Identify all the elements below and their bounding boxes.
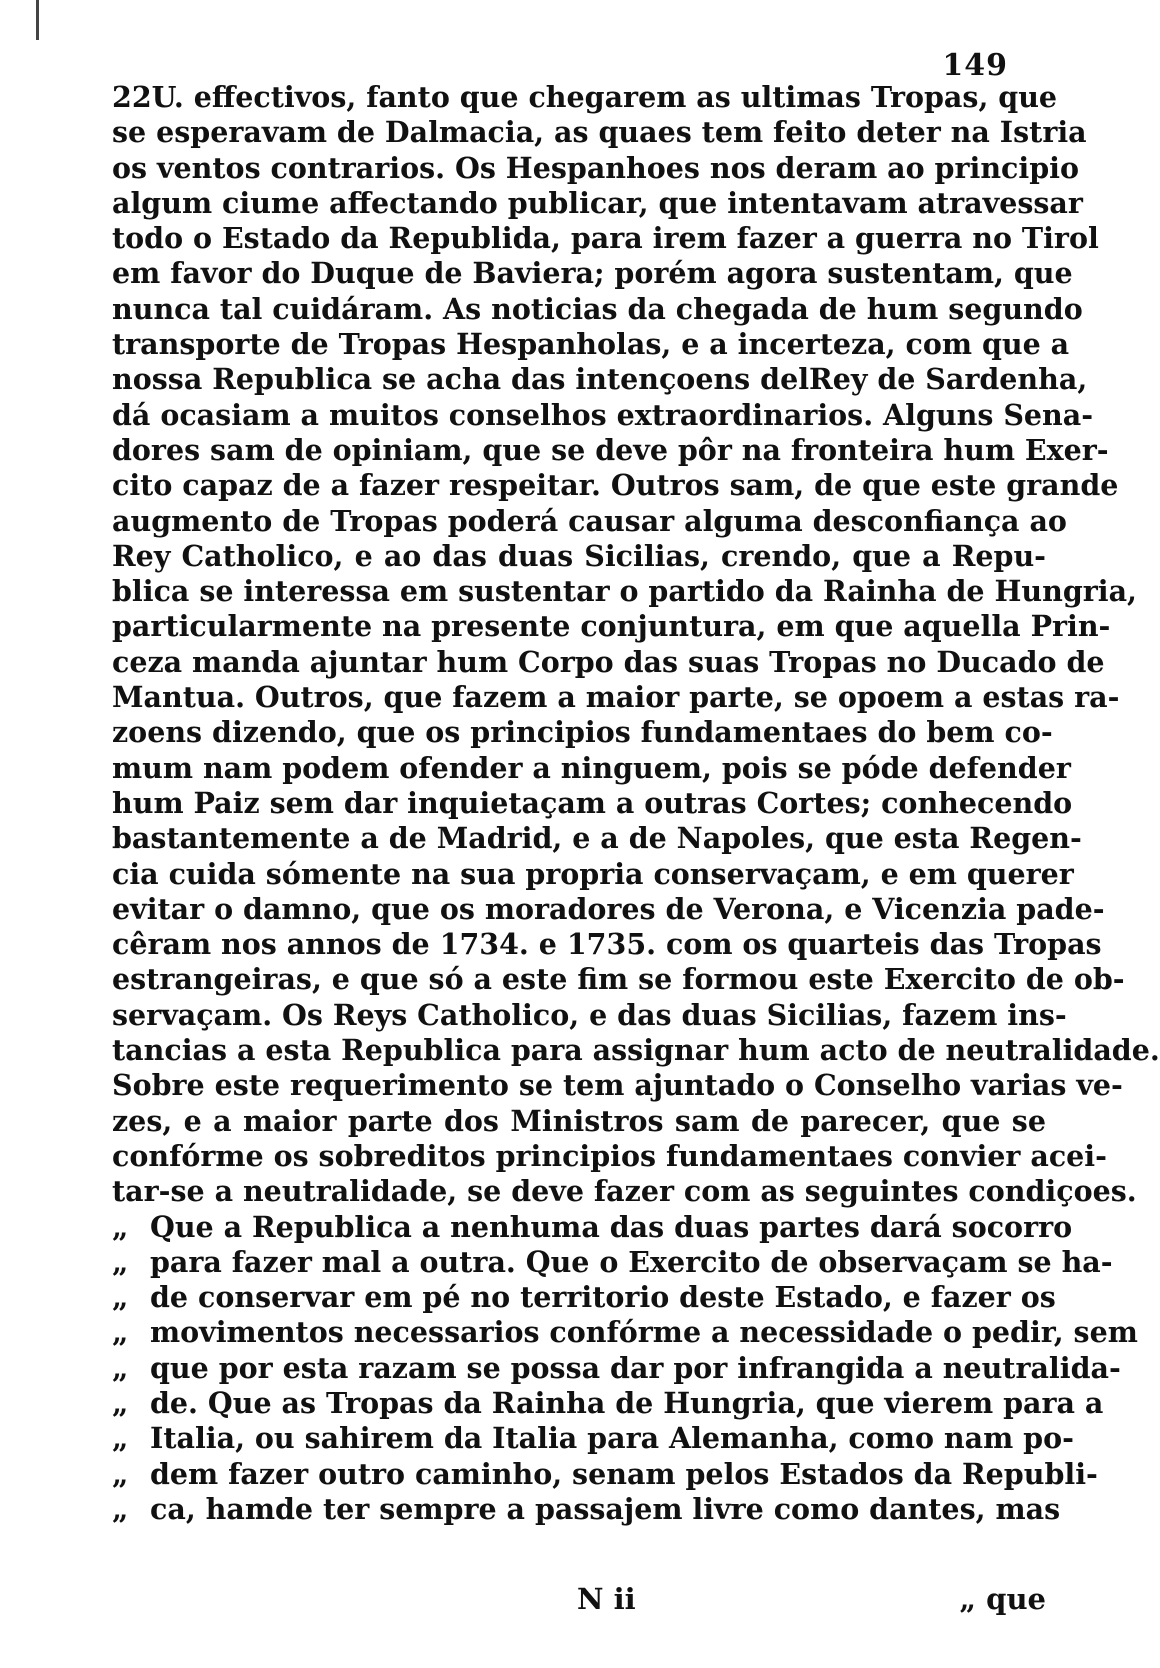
line-text: algum ciume affectando publicar, que intentavam atravessar xyxy=(112,185,1083,220)
quoted-line-text: dem fazer outro caminho, senam pelos Estados da Republi- xyxy=(150,1456,1098,1491)
line-text: evitar o damno, que os moradores de Verona, e Vicenzia pade- xyxy=(112,891,1105,926)
text-line xyxy=(112,1104,1046,1139)
text-line xyxy=(112,750,1071,786)
quoted-line-text: para fazer mal a outra. Que o Exercito de observaçam se ha- xyxy=(150,1244,1113,1279)
quoted-line-text: de. Que as Tropas da Rainha de Hungria, que vierem para a xyxy=(150,1385,1104,1420)
line-text: augmento de Tropas poderá causar alguma desconfiança ao xyxy=(112,503,1067,538)
quoted-line-text: de conservar em pé no territorio deste Estado, e fazer os xyxy=(150,1280,1056,1315)
text-line xyxy=(112,1174,1137,1209)
catchword: „ que xyxy=(959,1582,1046,1616)
line-text: dá ocasiam a muitos conselhos extraordinarios. Alguns Sena- xyxy=(112,397,1094,432)
text-line xyxy=(112,1033,1160,1068)
quotation-mark: „ xyxy=(112,1456,129,1491)
line-text: dores sam de opiniam, que se deve pôr na fronteira hum Exer- xyxy=(112,432,1109,467)
text-line xyxy=(112,468,1119,503)
line-text: transporte de Tropas Hespanholas, e a incerteza, com que a xyxy=(112,327,1070,362)
line-text: ceza manda ajuntar hum Corpo das suas Tropas no Ducado de xyxy=(112,644,1105,679)
text-line xyxy=(112,291,1083,327)
text-line xyxy=(112,644,1105,680)
line-text: todo o Estado da Republida, para irem fazer a guerra no Tirol xyxy=(112,221,1099,256)
line-text: confórme os sobreditos principios fundamentaes convier acei- xyxy=(112,1138,1107,1173)
line-text: 22U. effectivos, fanto que chegarem as ultimas Tropas, que xyxy=(112,80,1058,114)
quotation-mark: „ xyxy=(112,1315,129,1350)
quoted-line-text: que por esta razam se possa dar por infrangida a neutralida- xyxy=(150,1350,1121,1385)
quotation-mark: „ xyxy=(112,1421,129,1456)
text-line xyxy=(112,432,1109,468)
quoted-line-text: Italia, ou sahirem da Italia para Alemanha, como nam po- xyxy=(150,1421,1074,1456)
line-text: tar-se a neutralidade, se deve fazer com as seguintes condiçoes. xyxy=(112,1174,1137,1209)
line-text: particularmente na presente conjuntura, em que aquella Prin- xyxy=(112,609,1111,644)
text-line xyxy=(112,150,1079,186)
quotation-mark: „ xyxy=(112,1244,129,1279)
text-line xyxy=(112,1068,1123,1103)
line-text: cito capaz de a fazer respeitar. Outros sam, de que este grande xyxy=(112,468,1119,503)
quotation-mark: „ xyxy=(112,1280,129,1315)
quoted-text-line xyxy=(112,1421,1074,1456)
line-text: blica se interessa em sustentar o partido da Rainha de Hungria, xyxy=(112,574,1137,609)
quotation-mark: „ xyxy=(112,1209,129,1244)
body-text xyxy=(112,80,1160,1527)
quoted-line-text: Que a Republica a nenhuma das duas partes dará socorro xyxy=(150,1209,1073,1244)
line-text: os ventos contrarios. Os Hespanhoes nos deram ao principio xyxy=(112,150,1079,185)
quoted-text-line xyxy=(112,1350,1121,1386)
text-line xyxy=(112,785,1073,821)
quotation-mark: „ xyxy=(112,1385,129,1420)
quoted-text-line xyxy=(112,1280,1056,1315)
quoted-text-line xyxy=(112,1491,1061,1527)
text-line xyxy=(112,397,1094,433)
line-text: cia cuida sómente na sua propria conservaçam, e em querer xyxy=(112,856,1074,891)
quoted-line-text: ca, hamde ter sempre a passajem livre como dantes, mas xyxy=(150,1491,1061,1526)
quoted-text-line xyxy=(112,1244,1113,1280)
text-line xyxy=(112,256,1073,291)
quoted-text-line xyxy=(112,1315,1138,1350)
text-line xyxy=(112,80,1058,115)
text-line xyxy=(112,327,1070,362)
text-line xyxy=(112,891,1105,927)
text-line xyxy=(112,115,1087,150)
line-text: servaçam. Os Reys Catholico, e das duas Sicilias, fazem ins- xyxy=(112,997,1067,1032)
line-text: zes, e a maior parte dos Ministros sam de parecer, que se xyxy=(112,1103,1046,1138)
line-text: em favor do Duque de Baviera; porém agora sustentam, que xyxy=(112,256,1073,291)
text-line xyxy=(112,821,1082,856)
line-text: cêram nos annos de 1734. e 1735. com os quarteis das Tropas xyxy=(112,927,1102,962)
text-line xyxy=(112,221,1099,256)
text-line xyxy=(112,962,1125,997)
quotation-mark: „ xyxy=(112,1491,129,1526)
line-text: se esperavam de Dalmacia, as quaes tem feito deter na Istria xyxy=(112,115,1087,150)
line-text: mum nam podem ofender a ninguem, pois se póde defender xyxy=(112,750,1071,785)
line-text: Rey Catholico, e ao das duas Sicilias, crendo, que a Repu- xyxy=(112,538,1046,573)
text-line xyxy=(112,927,1102,962)
line-text: zoens dizendo, que os principios fundamentaes do bem co- xyxy=(112,715,1053,750)
text-line xyxy=(112,362,1088,397)
line-text: hum Paiz sem dar inquietaçam a outras Cortes; conhecendo xyxy=(112,785,1073,820)
text-line xyxy=(112,856,1074,892)
line-text: Sobre este requerimento se tem ajuntado o Conselho varias ve- xyxy=(112,1068,1123,1103)
page-footer xyxy=(112,1582,1046,1622)
line-text: Mantua. Outros, que fazem a maior parte, se opoem a estas ra- xyxy=(112,680,1120,715)
text-line xyxy=(112,680,1120,715)
quoted-text-line xyxy=(112,1209,1073,1245)
page-number: 149 xyxy=(942,48,1008,83)
page-binding-edge xyxy=(36,0,39,40)
quoted-text-line xyxy=(112,1385,1104,1421)
text-line xyxy=(112,185,1083,221)
line-text: bastantemente a de Madrid, e a de Napoles, que esta Regen- xyxy=(112,821,1082,856)
text-line xyxy=(112,609,1111,644)
text-line xyxy=(112,1138,1107,1174)
text-line xyxy=(112,503,1067,539)
line-text: tancias a esta Republica para assignar hum acto de neutralidade. xyxy=(112,1033,1160,1068)
text-line xyxy=(112,715,1053,750)
line-text: estrangeiras, e que só a este fim se formou este Exercito de ob- xyxy=(112,962,1125,997)
quotation-mark: „ xyxy=(112,1350,129,1385)
quoted-text-line xyxy=(112,1456,1098,1492)
line-text: nunca tal cuidáram. As noticias da chegada de hum segundo xyxy=(112,291,1083,326)
text-line xyxy=(112,539,1046,574)
text-line xyxy=(112,574,1137,609)
signature-mark: N ii xyxy=(577,1582,636,1616)
line-text: nossa Republica se acha das intençoens delRey de Sardenha, xyxy=(112,362,1088,397)
text-line xyxy=(112,997,1067,1033)
quoted-line-text: movimentos necessarios confórme a necessidade o pedir, sem xyxy=(150,1315,1138,1350)
